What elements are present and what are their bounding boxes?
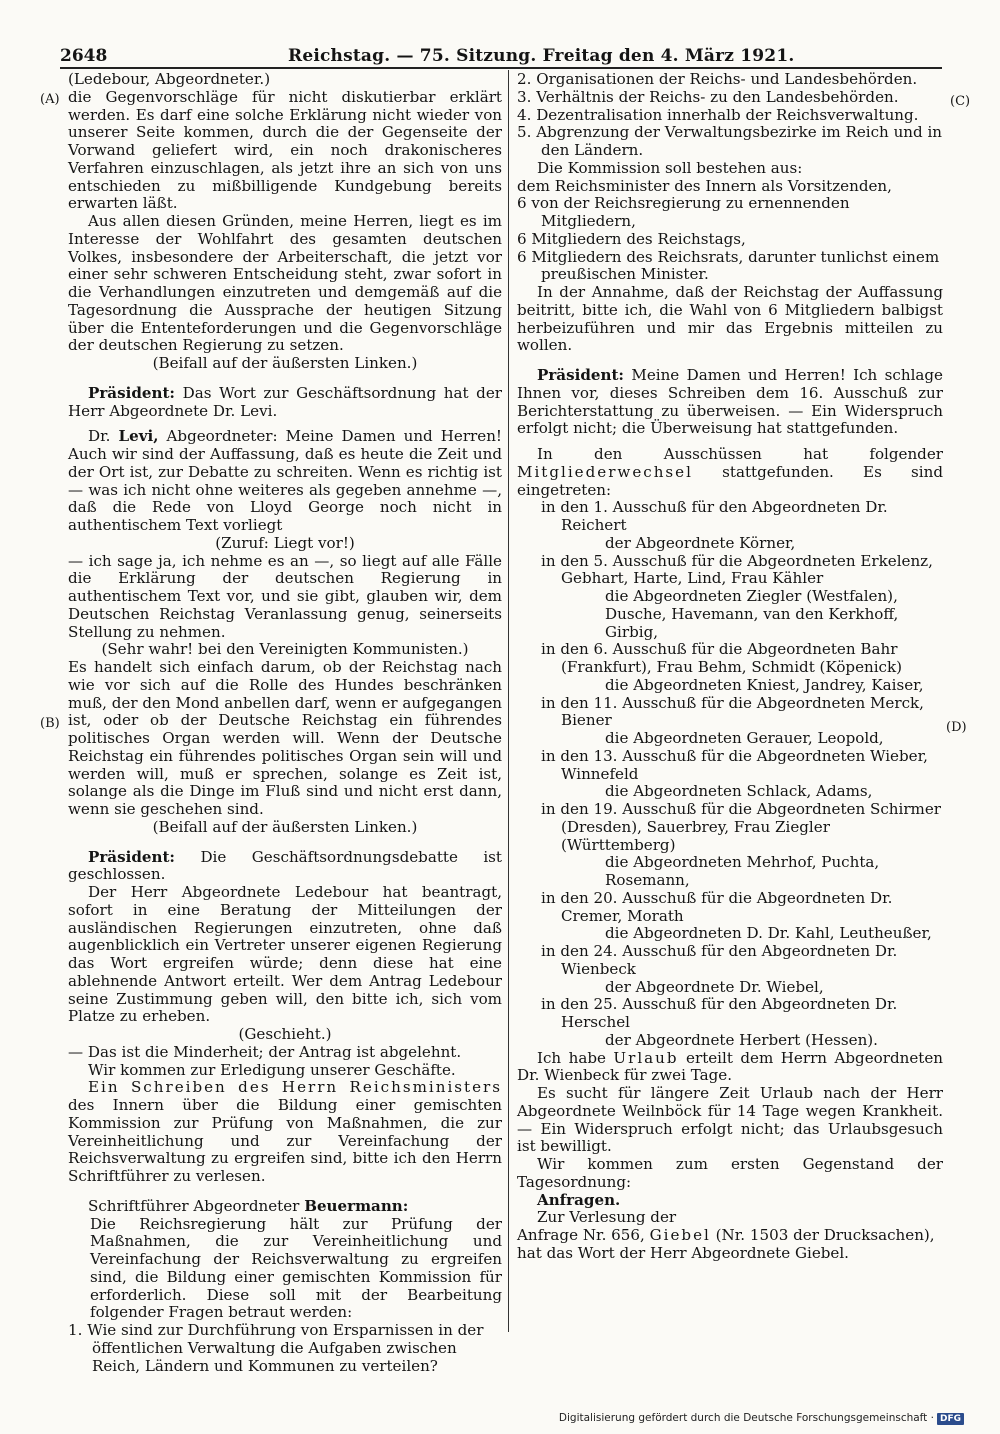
paragraph <box>517 1227 943 1245</box>
speaker-name: Präsident: <box>537 366 624 384</box>
header-rule <box>60 67 942 69</box>
spaced-emphasis: Urlaub <box>613 1048 679 1067</box>
committee-new-members: der Abgeordnete Körner, <box>605 533 796 552</box>
paragraph-text: die Gegenvorschläge für nicht diskutierbar erklärt werden. Es darf eine solche Erklärung nicht wieder von unserer Seite kommen, durch die der Gegenseite der Vorwand geliefert wird, ein noch drakonischeres Verfahren einzuschlagen, als jetzt ihre an sich von uns entschieden zu mißbilligende Kundgebung bereits erwarten läßt. <box>68 87 502 213</box>
paragraph-text: 6 von der Reichsregierung zu ernennenden Mitgliedern, <box>517 194 850 230</box>
committee-entering <box>517 854 943 890</box>
paragraph <box>517 1156 943 1192</box>
committee-entering <box>517 535 943 553</box>
committee-departing: in den 20. Ausschuß für die Abgeordneten Dr. Cremer, Morath <box>541 888 893 925</box>
paragraph-text: 1. Wie sind zur Durchführung von Ersparnissen in der öffentlichen Verwaltung die Aufgaben zwischen Reich, Ländern und Kommunen zu verteilen? <box>68 1321 484 1375</box>
paragraph-text: (Geschieht.) <box>238 1025 332 1043</box>
right-column <box>517 71 943 1263</box>
committee-departing: in den 19. Ausschuß für die Abgeordneten Schirmer (Dresden), Sauerbrey, Frau Ziegler (Württemberg) <box>541 800 941 854</box>
speaker-name: Präsident: <box>88 383 175 402</box>
right-column-top <box>517 71 943 499</box>
paragraph <box>68 1216 502 1323</box>
committee-new-members: die Abgeordneten D. Dr. Kahl, Leutheußer, <box>605 924 932 943</box>
paragraph-text: stattgefunden. Es sind eingetreten: <box>517 462 943 499</box>
paragraph <box>68 849 502 885</box>
footer-text: Digitalisierung gefördert durch die Deutsche Forschungsgemeinschaft · <box>558 1412 934 1424</box>
committee-new-members: die Abgeordneten Ziegler (Westfalen), Dusche, Havemann, van den Kerkhoff, Girbig, <box>605 587 899 641</box>
committee-entering <box>517 925 943 943</box>
paragraph-text: (Beifall auf der äußersten Linken.) <box>152 817 418 836</box>
committee-departing: in den 5. Ausschuß für die Abgeordneten Erkelenz, Gebhart, Harte, Lind, Frau Kähler <box>541 551 933 588</box>
paragraph <box>517 1245 943 1263</box>
committee-new-members: die Abgeordneten Mehrhof, Puchta, Rosemann, <box>605 853 880 889</box>
paragraph <box>517 367 943 438</box>
margin-mark-b: (B) <box>40 716 60 731</box>
column-divider <box>508 70 509 1332</box>
paragraph-text: Die Geschäftsordnungsdebatte ist geschlossen. <box>68 847 502 884</box>
paragraph <box>517 249 943 285</box>
paragraph-text: des Innern über die Bildung einer gemischten Kommission zur Prüfung von Maßnahmen, die zur Vereinheitlichung und zur Vereinfachung der Reichsverwaltung zu ergreifen sind, bitte ich den Herrn Schriftführer zu verlesen. <box>68 1096 502 1185</box>
paragraph-text: (Sehr wahr! bei den Vereinigten Kommunisten.) <box>101 640 469 659</box>
paragraph-text: Es handelt sich einfach darum, ob der Reichstag nach wie vor sich auf die Rolle des Hundes beschränken muß, der den Mond anbellen darf, wenn er aufgegangen ist, oder ob der Deutsche Reichstag ein führendes politisches Organ werden will. Wenn der Deutsche Reichstag ein führendes politisches Organ sein will und werden will, muß er sprechen, solange es Zeit ist, solange als die Dinge im Fluß sind und nicht erst dann, wenn sie geschehen sind. <box>68 658 502 818</box>
paragraph-text: 6 Mitgliedern des Reichsrats, darunter tunlichst einem preußischen Minister. <box>517 247 940 284</box>
margin-mark-d: (D) <box>946 720 967 735</box>
paragraph <box>517 195 943 231</box>
spaced-emphasis: Ein Schreiben des Herrn Reichsministers <box>88 1078 502 1097</box>
paragraph-text: Das Wort zur Geschäftsordnung hat der Herr Abgeordnete Dr. Levi. <box>68 383 502 420</box>
paragraph <box>517 178 943 196</box>
paragraph <box>68 535 502 553</box>
committee-entering <box>517 730 943 748</box>
committee-new-members: die Abgeordneten Kniest, Jandrey, Kaiser, <box>605 675 924 694</box>
committee-entering <box>517 783 943 801</box>
committee-departing: in den 1. Ausschuß für den Abgeordneten Dr. Reichert <box>541 498 888 534</box>
paragraph-text: Abgeordneter: Meine Damen und Herren! Auch wir sind der Auffassung, daß es heute die Zeit und der Ort ist, zur Debatte zu schreiten. Wenn es richtig ist — was ich nicht ohne weiteres als gegeben annehme —, daß die Rede von Lloyd George noch nicht in authentischem Text vorliegt <box>68 427 502 534</box>
committee-entry <box>517 641 943 677</box>
running-title: Reichstag. — 75. Sitzung. Freitag den 4. März 1921. <box>288 46 795 66</box>
committee-entering <box>517 677 943 695</box>
paragraph <box>68 641 502 659</box>
right-column-tail <box>517 1050 943 1263</box>
paragraph-text: Wir kommen zum ersten Gegenstand der Tagesordnung: <box>517 1155 943 1191</box>
paragraph-text: 5. Abgrenzung der Verwaltungsbezirke im Reich und in den Ländern. <box>517 123 943 159</box>
paragraph-text: Der Herr Abgeordnete Ledebour hat beantragt, sofort in eine Beratung der Mitteilungen der ausländischen Regierungen einzutreten, ohne daß augenblicklich ein Vertreter unserer eigenen Regierung das Wort ergreifen würde; denn diese hat eine ablehnende Antwort erteilt. Wer dem Antrag Ledebour seine Zustimmung geben will, den bitte ich, sich vom Platze zu erheben. <box>68 883 502 1026</box>
committee-departing: in den 6. Ausschuß für die Abgeordneten Bahr (Frankfurt), Frau Behm, Schmidt (Köpenick) <box>541 640 903 676</box>
margin-mark-c: (C) <box>950 94 971 109</box>
paragraph <box>517 1050 943 1086</box>
paragraph-text: Die Reichsregierung hält zur Prüfung der Maßnahmen, die zur Vereinheitlichung und Vereinfachung der Reichsverwaltung zu ergreifen sind, die Bildung einer gemischten Kommission für erforderlich. Diese soll mit der Bearbeitung folgender Fragen betraut werden: <box>90 1214 502 1322</box>
committee-entry <box>517 890 943 926</box>
committee-entering <box>517 979 943 997</box>
committee-entry <box>517 695 943 731</box>
committee-entry <box>517 499 943 535</box>
paragraph <box>68 884 502 1026</box>
paragraph-text: erteilt dem Herrn Abgeordneten Dr. Wienbeck für zwei Tage. <box>517 1048 943 1085</box>
speaker-prefix: Schriftführer Abgeordneter <box>88 1196 305 1215</box>
paragraph <box>517 89 943 107</box>
paragraph <box>68 1079 502 1186</box>
digitization-footer <box>559 1412 964 1425</box>
paragraph-text: In der Annahme, daß der Reichstag der Auffassung beitritt, bitte ich, die Wahl von 6 Mitgliedern balbigst herbeizuführen und mir das Ergebnis mitteilen zu wollen. <box>517 283 943 355</box>
paragraph <box>68 213 502 355</box>
committee-entering <box>517 588 943 641</box>
paragraph <box>517 107 943 125</box>
paragraph-text: Meine Damen und Herren! Ich schlage Ihnen vor, dieses Schreiben dem 16. Ausschuß zur Berichterstattung zu überweisen. — Ein Widerspruch erfolgt nicht; die Überweisung hat stattgefunden. <box>517 366 943 438</box>
paragraph <box>517 1192 943 1210</box>
paragraph-text: Ich habe <box>537 1048 614 1067</box>
paragraph <box>68 89 502 213</box>
paragraph <box>68 355 502 373</box>
paragraph-text: Aus allen diesen Gründen, meine Herren, liegt es im Interesse der Wohlfahrt des gesamten deutschen Volkes, insbesondere der Arbeiterschaft, die jetzt vor einer sehr schweren Entscheidung steht, zwar sofort in die Verhandlungen einzutreten und demgemäß auf die Tagesordnung die Aussprache der heutigen Sitzung über die Ententeforderungen und die Gegenvorschläge der deutschen Regierung zu setzen. <box>68 212 502 355</box>
paragraph <box>68 385 502 421</box>
paragraph <box>68 1026 502 1044</box>
paragraph <box>517 231 943 249</box>
spaced-emphasis: Mitgliederwechsel <box>517 462 693 481</box>
member-change-list <box>517 499 943 1049</box>
page-number: 2648 <box>60 46 108 66</box>
paragraph-text: (Nr. 1503 der Drucksachen), <box>710 1226 935 1244</box>
committee-entering <box>517 1032 943 1050</box>
paragraph-text: In den Ausschüssen hat folgender <box>537 445 943 463</box>
spaced-emphasis: Giebel <box>649 1226 711 1244</box>
paragraph-text: 3. Verhältnis der Reichs- zu den Landesbehörden. <box>517 87 899 106</box>
speaker-name: Beuermann: <box>304 1196 409 1215</box>
paragraph-text: (Ledebour, Abgeordneter.) <box>68 70 271 88</box>
paragraph-text: Zur Verlesung der <box>537 1208 677 1227</box>
paragraph-text: Die Kommission soll bestehen aus: <box>537 158 803 177</box>
speaker-prefix: Dr. <box>88 427 119 446</box>
paragraph-text: dem Reichsminister des Innern als Vorsitzenden, <box>517 176 892 195</box>
paragraph <box>68 1044 502 1062</box>
committee-departing: in den 11. Ausschuß für die Abgeordneten Merck, Biener <box>541 693 924 730</box>
committee-entry <box>517 748 943 784</box>
speaker-name: Levi, <box>118 427 159 446</box>
paragraph <box>517 71 943 89</box>
committee-entry <box>517 553 943 589</box>
committee-entry <box>517 996 943 1032</box>
committee-entry <box>517 801 943 854</box>
paragraph-text: (Beifall auf der äußersten Linken.) <box>152 354 418 372</box>
paragraph <box>517 124 943 160</box>
committee-new-members: der Abgeordnete Dr. Wiebel, <box>605 977 824 996</box>
dfg-logo: DFG <box>937 1413 964 1425</box>
paragraph <box>68 1062 502 1080</box>
committee-new-members: die Abgeordneten Gerauer, Leopold, <box>605 729 884 747</box>
paragraph <box>68 553 502 642</box>
paragraph-text: 6 Mitgliedern des Reichstags, <box>517 229 746 248</box>
committee-new-members: die Abgeordneten Schlack, Adams, <box>605 782 873 801</box>
paragraph-text: Es sucht für längere Zeit Urlaub nach der Herr Abgeordnete Weilnböck für 14 Tage wegen Krankheit. — Ein Widerspruch erfolgt nicht; das Urlaubsgesuch ist bewilligt. <box>517 1084 943 1156</box>
committee-departing: in den 24. Ausschuß für den Abgeordneten Dr. Wienbeck <box>541 942 898 978</box>
paragraph-text: — Das ist die Minderheit; der Antrag ist abgelehnt. <box>68 1042 462 1061</box>
paragraph-text: 2. Organisationen der Reichs- und Landesbehörden. <box>517 70 918 88</box>
paragraph <box>68 659 502 819</box>
paragraph <box>68 819 502 837</box>
paragraph <box>517 1085 943 1156</box>
paragraph-text: hat das Wort der Herr Abgeordnete Giebel. <box>517 1243 849 1262</box>
paragraph <box>68 1198 502 1216</box>
paragraph <box>68 1322 502 1375</box>
paragraph-text: — ich sage ja, ich nehme es an —, so liegt auf alle Fälle die Erklärung der deutschen Regierung in authentischem Text vor, und sie gibt, glauben wir, dem Deutschen Reichstag Veranlassung genug, seinerseits Stellung zu nehmen. <box>68 551 502 641</box>
committee-departing: in den 25. Ausschuß für den Abgeordneten Dr. Herschel <box>541 995 898 1031</box>
speaker-name: Präsident: <box>88 847 175 866</box>
paragraph <box>517 446 943 499</box>
paragraph <box>517 1209 943 1227</box>
paragraph <box>68 428 502 535</box>
margin-mark-a: (A) <box>40 92 60 107</box>
paragraph-text: 4. Dezentralisation innerhalb der Reichsverwaltung. <box>517 105 919 124</box>
committee-departing: in den 13. Ausschuß für die Abgeordneten Wieber, Winnefeld <box>541 746 928 783</box>
paragraph-text: Wir kommen zur Erledigung unserer Geschäfte. <box>88 1060 456 1079</box>
paragraph-text: Anfrage Nr. 656, <box>517 1226 650 1244</box>
paragraph <box>517 160 943 178</box>
committee-new-members: der Abgeordnete Herbert (Hessen). <box>605 1030 878 1049</box>
paragraph <box>517 284 943 355</box>
paragraph <box>68 71 502 89</box>
committee-entry <box>517 943 943 979</box>
left-column <box>68 71 502 1375</box>
paragraph-text: Anfragen. <box>537 1190 621 1209</box>
paragraph-text: (Zuruf: Liegt vor!) <box>215 533 355 552</box>
